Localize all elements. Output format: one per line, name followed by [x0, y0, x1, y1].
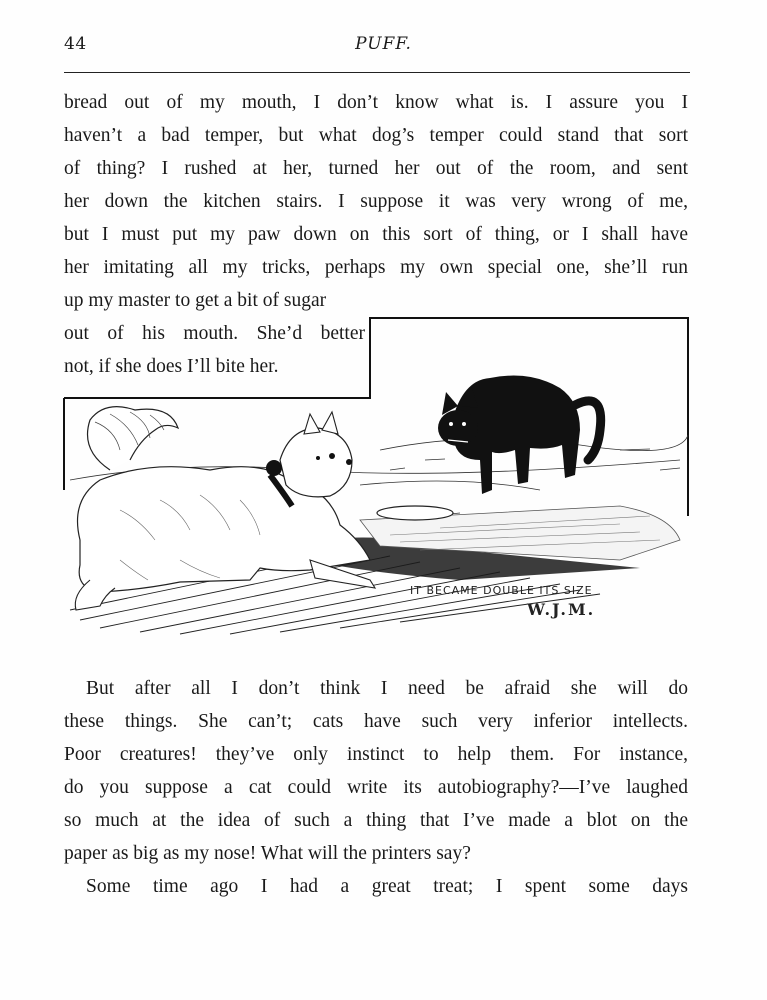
text-line: bread out of my mouth, I don’t know what is. I assure you I	[64, 92, 688, 113]
text-line: not, if she does I’ll bite her.	[64, 356, 279, 377]
text-line: But after all I don’t think I need be afraid she will do	[86, 678, 688, 699]
text-line: her down the kitchen stairs. I suppose it was very wrong of me,	[64, 191, 688, 212]
engraving-figure	[60, 310, 692, 640]
text-line: paper as big as my nose! What will the printers say?	[64, 843, 471, 864]
header-rule	[64, 72, 690, 73]
text-line: out of his mouth. She’d better	[64, 323, 365, 344]
illustration-dog-and-cat	[60, 310, 692, 640]
saucer	[377, 506, 453, 520]
black-cat	[438, 376, 601, 494]
page-number: 44	[64, 34, 87, 54]
illustration-caption: IT BECAME DOUBLE ITS SIZE	[410, 584, 593, 597]
text-line: Some time ago I had a great treat; I spent some days	[86, 876, 688, 897]
white-dog	[75, 407, 375, 610]
text-line: of thing? I rushed at her, turned her out of the room, and sent	[64, 158, 688, 179]
text-line: these things. She can’t; cats have such very inferior intellects.	[64, 711, 688, 732]
artist-signature: W.J.M.	[527, 600, 596, 619]
text-line: up my master to get a bit of sugar	[64, 290, 327, 311]
text-line: so much at the idea of such a thing that I’ve made a blot on the	[64, 810, 688, 831]
text-line: Poor creatures! they’ve only instinct to help them. For instance,	[64, 744, 688, 765]
running-title: PUFF.	[355, 34, 412, 54]
text-line: haven’t a bad temper, but what dog’s temper could stand that sort	[64, 125, 688, 146]
text-line: her imitating all my tricks, perhaps my own special one, she’ll run	[64, 257, 688, 278]
text-line: but I must put my paw down on this sort of thing, or I shall have	[64, 224, 688, 245]
text-line: do you suppose a cat could write its autobiography?—I’ve laughed	[64, 777, 688, 798]
